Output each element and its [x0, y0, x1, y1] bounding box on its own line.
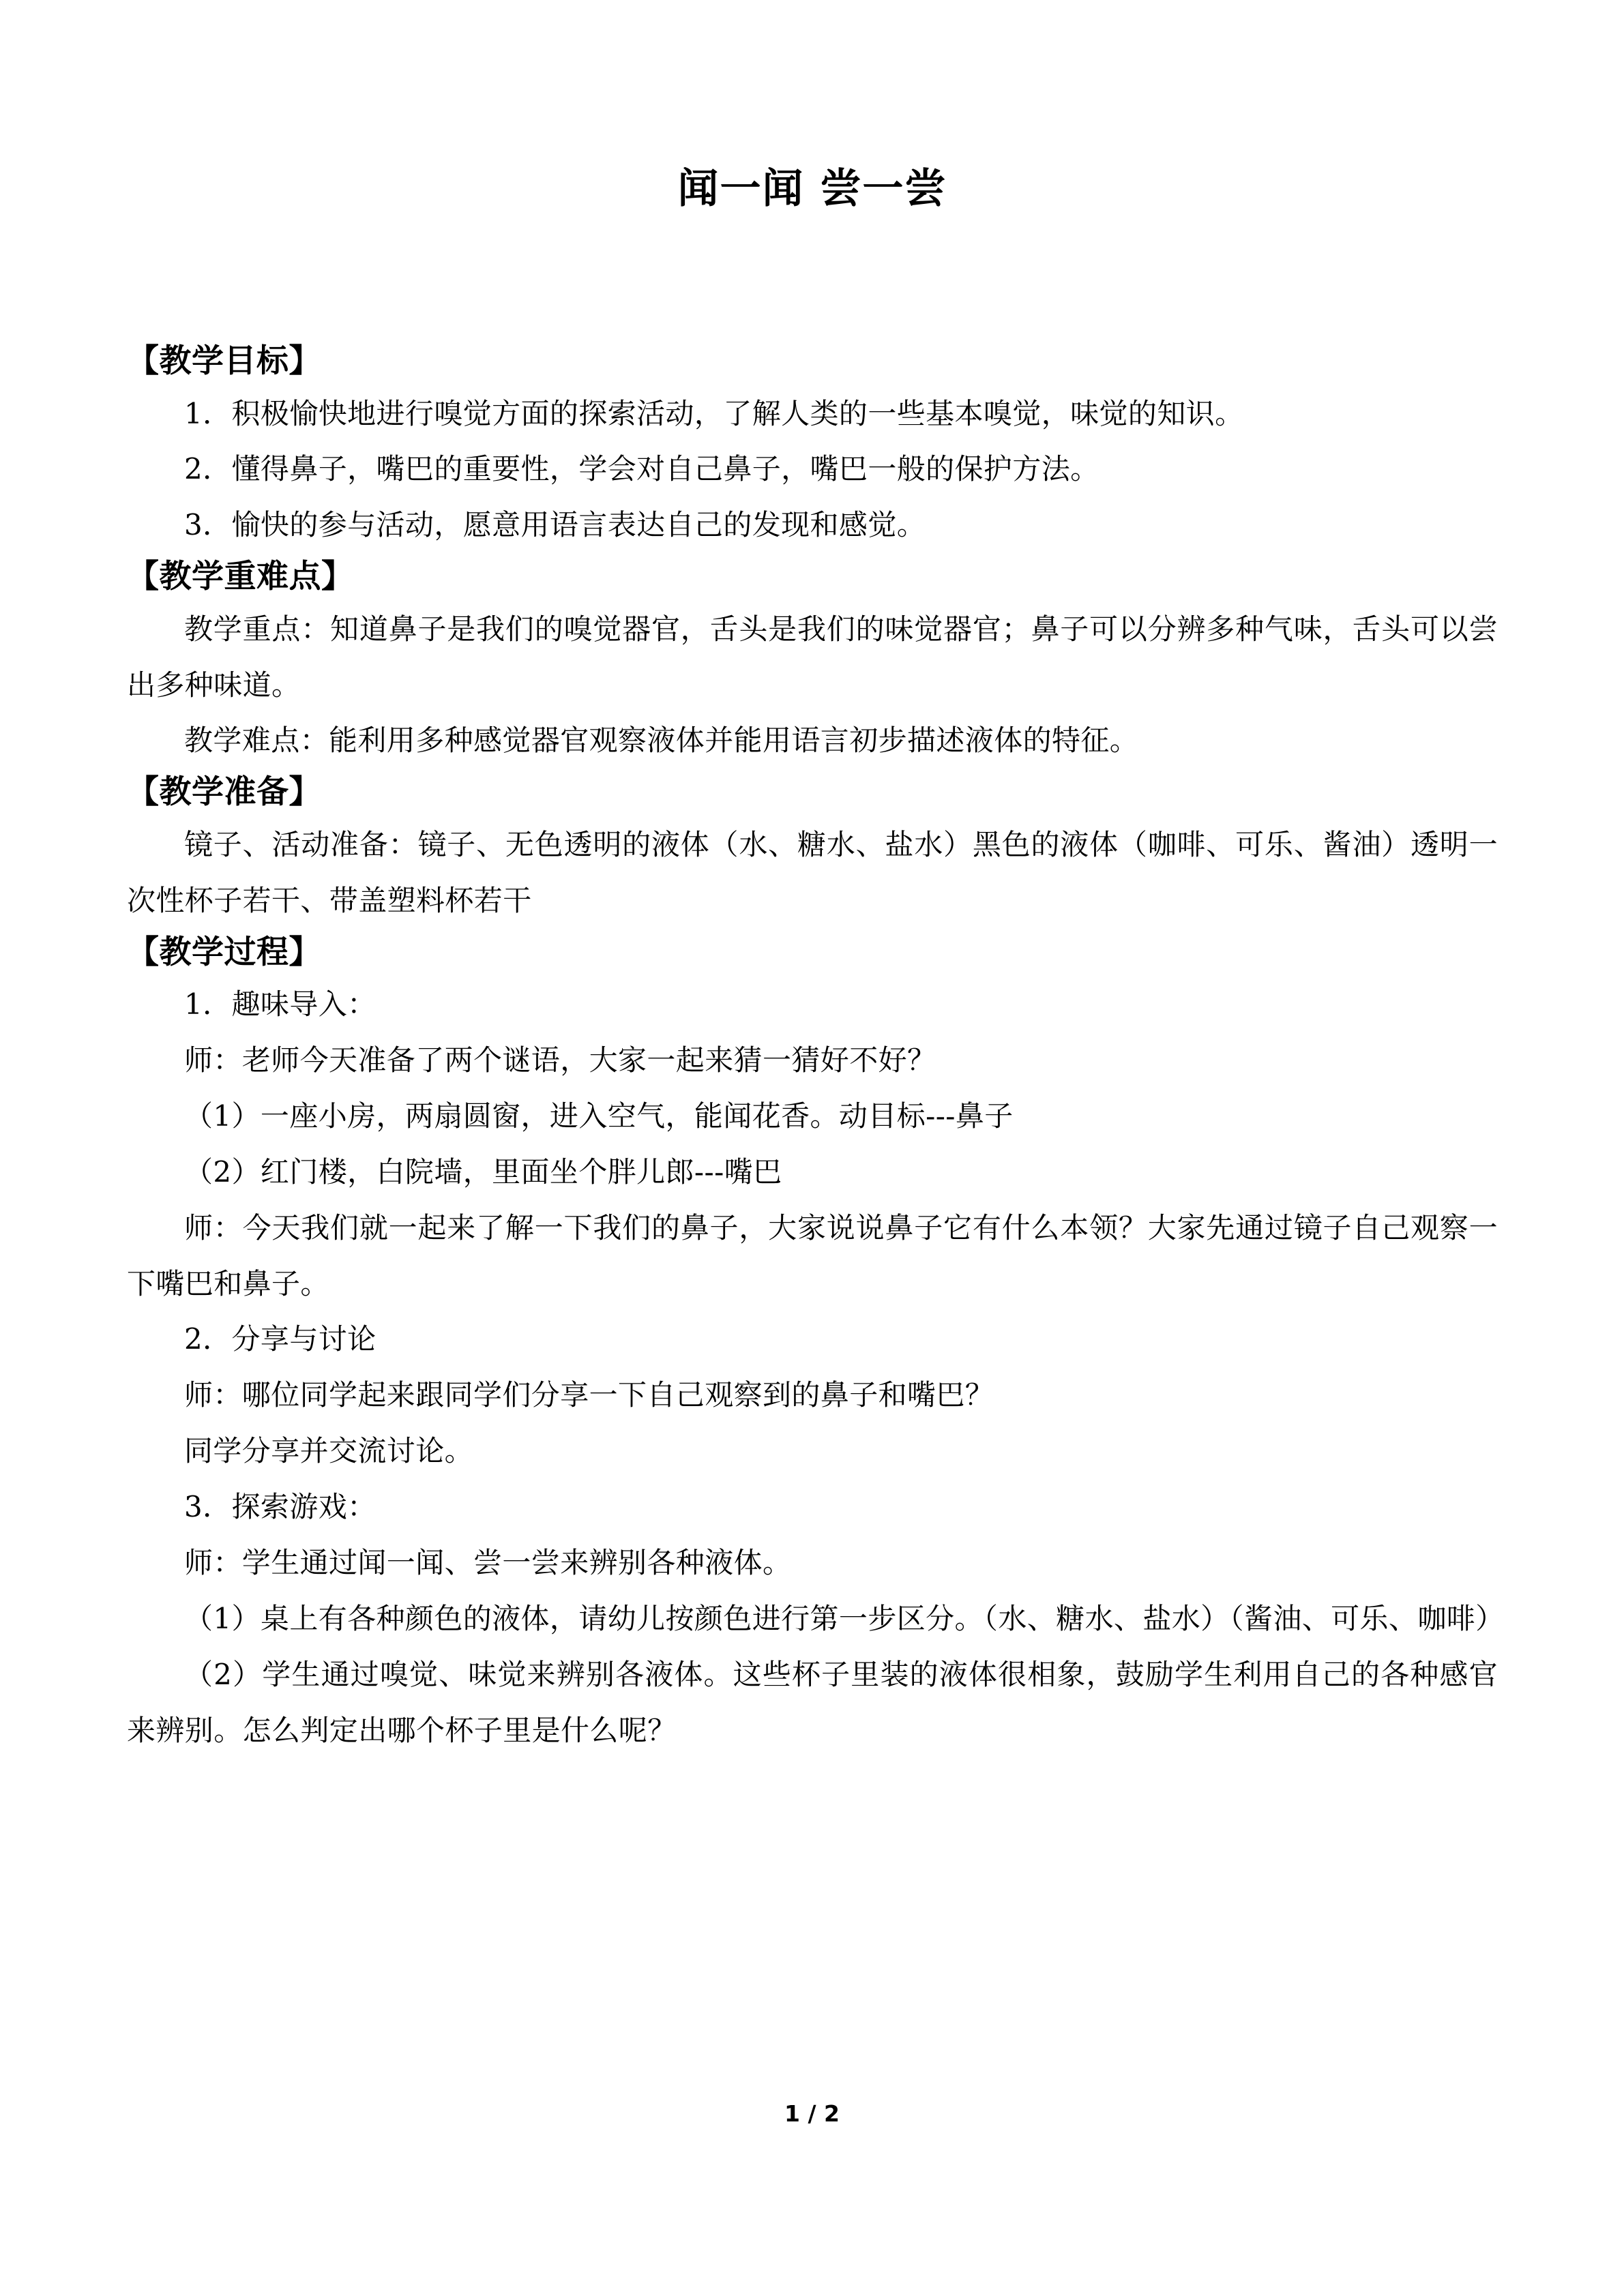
process-teacher-line-1: 师：老师今天准备了两个谜语，大家一起来猜一猜好不好？ — [184, 1043, 936, 1077]
process-student-share-line: 同学分享并交流讨论。 — [184, 1434, 474, 1468]
page-number: 1 / 2 — [784, 2100, 840, 2127]
section-heading-objectives: 【教学目标】 — [127, 342, 321, 380]
process-teacher-line-2: 师：今天我们就一起来了解一下我们的鼻子，大家说说鼻子它有什么本领？大家先通过镜子自己观察一下嘴巴和鼻子。 — [127, 1210, 1498, 1300]
process-step-intro-title: 1．趣味导入： — [184, 987, 377, 1022]
document-body — [127, 0, 1505, 1759]
objective-item-2: 2．懂得鼻子，嘴巴的重要性，学会对自己鼻子，嘴巴一般的保护方法。 — [184, 452, 1099, 486]
process-riddle-1: （1）一座小房，两扇圆窗，进入空气，能闻花香。动目标---鼻子 — [184, 1099, 1014, 1133]
process-riddle-2: （2）红门楼，白院墙，里面坐个胖儿郎---嘴巴 — [184, 1154, 782, 1189]
process-activity-2: （2）学生通过嗅觉、味觉来辨别各液体。这些杯子里装的液体很相象，鼓励学生利用自己的各种感官来辨别。怎么判定出哪个杯子里是什么呢？ — [127, 1657, 1498, 1747]
section-heading-preparation: 【教学准备】 — [127, 773, 321, 811]
title-spacer — [127, 215, 1498, 338]
page-title: 闻一闻 尝一尝 — [677, 165, 947, 213]
difficult-point-text: 教学难点：能利用多种感觉器官观察液体并能用语言初步描述液体的特征。 — [184, 724, 1139, 758]
objective-item-3: 3．愉快的参与活动，愿意用语言表达自己的发现和感觉。 — [184, 508, 926, 542]
process-step-explore-title: 3．探索游戏： — [184, 1490, 377, 1524]
section-heading-key-difficulties: 【教学重难点】 — [127, 558, 354, 596]
process-activity-1: （1）桌上有各种颜色的液体，请幼儿按颜色进行第一步区分。（水、糖水、盐水）（酱油、可乐、咖啡） — [184, 1601, 1505, 1635]
section-heading-process: 【教学过程】 — [127, 933, 321, 971]
process-step-share-title: 2．分享与讨论 — [184, 1322, 377, 1356]
preparation-text: 镜子、活动准备：镜子、无色透明的液体（水、糖水、盐水）黑色的液体（咖啡、可乐、酱油）透明一次性杯子若干、带盖塑料杯若干 — [127, 827, 1498, 917]
process-teacher-line-3: 师：哪位同学起来跟同学们分享一下自己观察到的鼻子和嘴巴？ — [184, 1378, 994, 1412]
key-point-text: 教学重点：知道鼻子是我们的嗅觉器官，舌头是我们的味觉器官；鼻子可以分辨多种气味，舌头可以尝出多种味道。 — [127, 612, 1498, 702]
process-teacher-line-4: 师：学生通过闻一闻、尝一尝来辨别各种液体。 — [184, 1546, 792, 1580]
objective-item-1: 1．积极愉快地进行嗅觉方面的探索活动，了解人类的一些基本嗅觉，味觉的知识。 — [184, 396, 1244, 430]
